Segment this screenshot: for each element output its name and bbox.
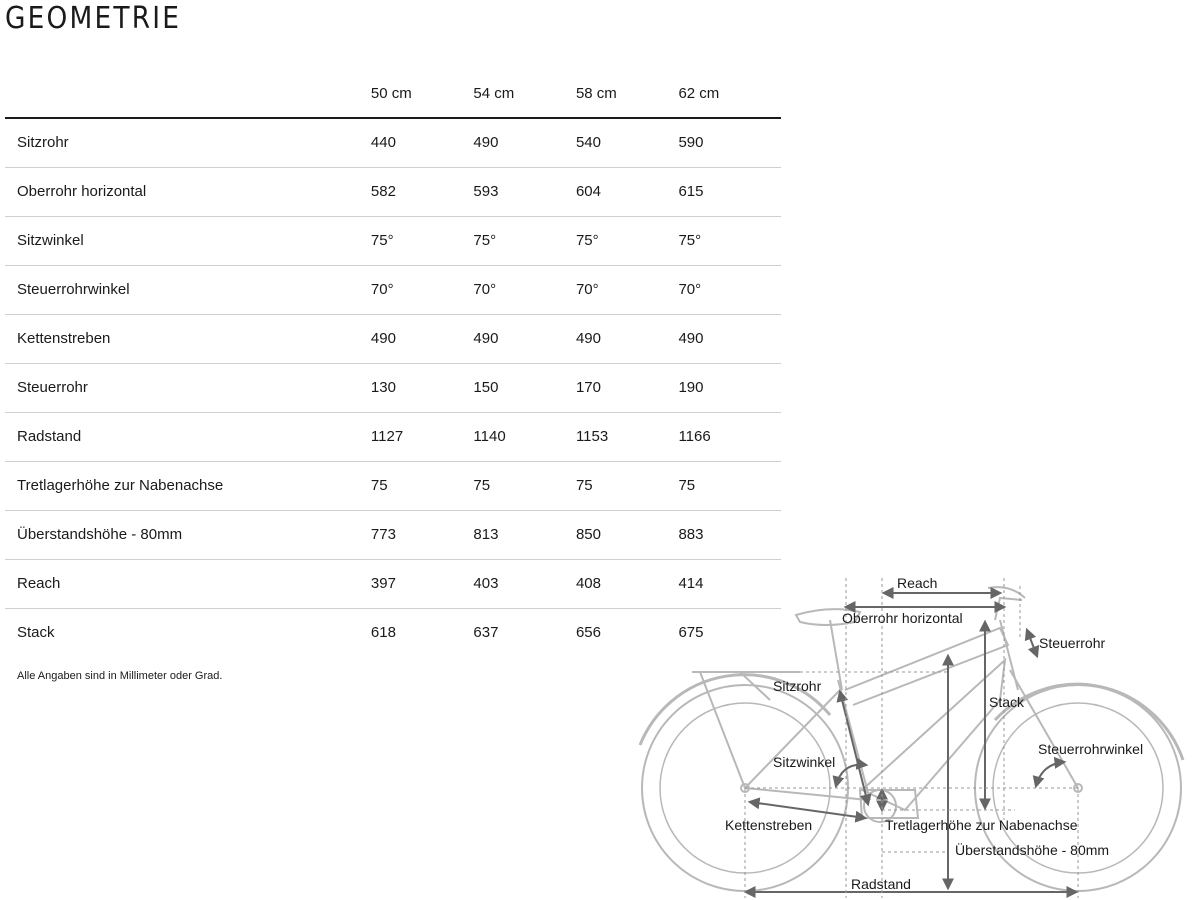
cell-value: 75° [473,232,497,249]
table-header-size: 54 cm [473,84,515,102]
label-sitzrohr: Sitzrohr [773,678,822,694]
cell-value: 75 [473,477,491,494]
row-label: Reach [17,575,61,592]
cell-value: 618 [370,624,396,642]
cell-value: 75 [678,477,696,494]
label-kettenstreben: Kettenstreben [725,817,813,833]
cell-value: 490 [473,134,499,152]
label-steuerrohrwinkel: Steuerrohrwinkel [1038,741,1144,757]
steuerrohrwinkel-arc [1036,762,1064,786]
cell-value: 75 [370,477,388,494]
cell-value: 656 [575,624,601,642]
label-reach: Reach [897,575,938,591]
cell-value: 675 [678,624,704,642]
top-tube [845,628,1008,705]
label-sitzwinkel: Sitzwinkel [773,754,836,770]
cell-value: 490 [678,330,704,347]
cell-value: 70° [575,281,599,298]
cell-value: 403 [473,575,499,592]
row-label: Sitzwinkel [17,232,84,249]
page-title: GEOMETRIE [5,1,182,36]
row-label: Kettenstreben [17,330,111,347]
cell-value: 1127 [370,428,404,445]
row-label: Tretlagerhöhe zur Nabenachse [17,477,224,494]
cell-value: 590 [678,134,704,152]
row-label: Radstand [17,428,82,445]
cell-value: 414 [678,575,704,592]
cell-value: 615 [678,183,704,200]
footnote: Alle Angaben sind in Millimeter oder Grad. [17,670,223,682]
table-header-size: 50 cm [370,84,412,102]
cell-value: 773 [370,526,396,543]
cell-value: 883 [678,526,704,543]
cell-value: 1166 [678,428,711,445]
cell-value: 70° [370,281,394,298]
row-label: Oberrohr horizontal [17,183,147,200]
cell-value: 850 [575,526,601,543]
seat-tube [838,680,870,800]
row-label: Stack [17,624,55,642]
cell-value: 582 [370,183,396,200]
cell-value: 604 [575,183,601,200]
steuerrohr-line [1027,630,1037,656]
cell-value: 813 [473,526,499,543]
cell-value: 75° [678,232,702,249]
cell-value: 593 [473,183,499,200]
cell-value: 397 [370,575,396,592]
cell-value: 150 [473,379,499,396]
cell-value: 75° [370,232,394,249]
row-label: Steuerrohrwinkel [17,281,130,298]
row-label: Überstandshöhe - 80mm [17,526,183,543]
label-ueberstand: Überstandshöhe - 80mm [955,842,1110,858]
cell-value: 75 [575,477,593,494]
label-oberrohr: Oberrohr horizontal [842,610,963,626]
row-label: Sitzrohr [17,134,69,152]
row-label: Steuerrohr [17,379,88,396]
kettenstreben-line [750,802,865,818]
cell-value: 440 [370,134,396,152]
label-radstand: Radstand [851,876,911,892]
sitzrohr-line [840,692,868,804]
cell-value: 490 [575,330,601,347]
cell-value: 70° [678,281,702,298]
table-header-size: 58 cm [575,84,617,102]
cell-value: 408 [575,575,601,592]
cell-value: 75° [575,232,599,249]
label-tretlager: Tretlagerhöhe zur Nabenachse [885,817,1078,833]
cell-value: 490 [370,330,396,347]
label-stack: Stack [989,694,1025,710]
label-steuerrohr: Steuerrohr [1039,635,1106,651]
cell-value: 170 [575,379,601,396]
chain-stay [745,788,868,800]
cell-value: 637 [473,624,499,642]
cell-value: 540 [575,134,601,152]
cell-value: 1153 [575,428,609,445]
cell-value: 70° [473,281,497,298]
table-header-size: 62 cm [678,84,720,102]
cell-value: 1140 [473,428,506,445]
seat-post [830,620,842,690]
stem [995,598,1022,620]
cell-value: 130 [370,379,396,396]
cell-value: 190 [678,379,704,396]
diagram-labels [725,575,1143,892]
cell-value: 490 [473,330,499,347]
